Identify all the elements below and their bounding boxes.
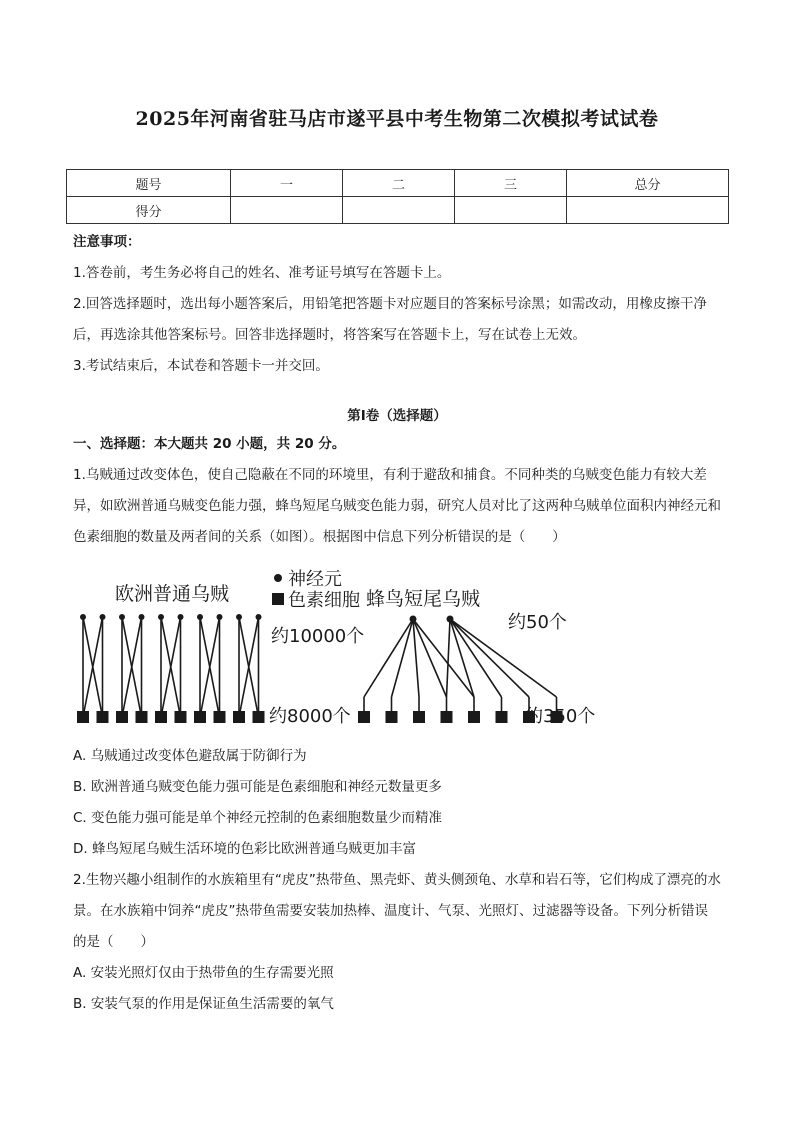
pigment-cell [155,711,167,723]
score-header-cell: 二 [343,170,455,197]
pigment-cell [97,711,109,723]
score-cell [343,197,455,224]
option: B. 欧洲普通乌贼变色能力强可能是色素细胞和神经元数量更多 [73,779,442,795]
pigment-legend-icon [272,593,284,605]
pigment-cell [233,711,245,723]
score-table [66,169,729,224]
notice-item: 2.回答选择题时，选出每小题答案后，用铅笔把答题卡对应题目的答案标号涂黑；如需改动，用橡皮擦干净后，再选涂其他答案标号。回答非选择题时，将答案写在答题卡上，写在试卷上无效。 [73,296,707,343]
connection-line [392,619,414,697]
neuron-dot [100,614,106,620]
connection-line [450,619,502,697]
exam-title: 2025年河南省驻马店市遂平县中考生物第二次模拟考试试卷 [135,108,659,130]
pigment-cell [386,711,398,723]
score-cell [455,197,567,224]
neuron-dot [139,614,145,620]
notice-heading: 注意事项： [73,234,141,250]
pigment-cell [214,711,226,723]
left-neuron-count: 约10000个 [271,626,365,647]
right-pigment-count: 约350个 [525,706,596,727]
pigment-cell [253,711,265,723]
neuron-dot [217,614,223,620]
score-header-cell: 总分 [567,170,729,197]
pigment-cell [136,711,148,723]
option: D. 蜂鸟短尾乌贼生活环境的色彩比欧洲普通乌贼更加丰富 [73,841,416,857]
option: A. 安装光照灯仅由于热带鱼的生存需要光照 [73,965,334,981]
pigment-cell [175,711,187,723]
left-species-label: 欧洲普通乌贼 [115,583,230,605]
neuron-dot [80,614,86,620]
left-connection-lines [83,617,259,717]
notice-item: 1.答卷前，考生务必将自己的姓名、准考证号填写在答题卡上。 [73,265,451,281]
pigment-cell [468,711,480,723]
pigment-cell [77,711,89,723]
neuron-dot [197,614,203,620]
pigment-cell [194,711,206,723]
pigment-legend-label: 色素细胞 [288,590,360,611]
score-table-header-row [67,170,729,197]
notice-item: 3.考试结束后，本试卷和答题卡一并交回。 [73,358,329,374]
pigment-cell [441,711,453,723]
score-header-cell: 三 [455,170,567,197]
part-heading: 一、选择题：本大题共 20 小题，共 20 分。 [73,436,346,452]
neuron-dot [119,614,125,620]
pigment-cell [358,711,370,723]
section-title: 第Ⅰ卷（选择题） [347,408,447,424]
score-header-cell: 题号 [67,170,231,197]
neuron-dot [447,616,454,623]
question-stem: 1.乌贼通过改变体色，使自己隐蔽在不同的环境里，有利于避敌和捕食。不同种类的乌贼变色能力有较大差异，如欧洲普通乌贼变色能力强，蜂鸟短尾乌贼变色能力弱，研究人员对比了这两种乌贼单位面积内神经元和色素细胞的数量及两者间的关系（如图）。根据图中信息下列分析错误的是（ ） [73,467,721,545]
score-row-label: 得分 [67,197,231,224]
score-header-cell: 一 [231,170,343,197]
neuron-dot [158,614,164,620]
squid-neuron-figure [73,562,613,732]
option: B. 安装气泵的作用是保证鱼生活需要的氧气 [73,996,334,1012]
right-neuron-count: 约50个 [508,612,567,633]
connection-line [447,619,451,697]
score-cell [567,197,729,224]
option: C. 变色能力强可能是单个神经元控制的色素细胞数量少而精准 [73,810,443,826]
score-cell [231,197,343,224]
pigment-cell [496,711,508,723]
question-stem: 2.生物兴趣小组制作的水族箱里有“虎皮”热带鱼、黑壳虾、黄头侧颈龟、水草和岩石等，它们构成了漂亮的水景。在水族箱中饲养“虎皮”热带鱼需要安装加热棒、温度计、气泵、光照灯、过滤器等设备。下列分析错误的是（ ） [73,872,721,950]
neuron-dot [410,616,417,623]
option: A. 乌贼通过改变体色避敌属于防御行为 [73,748,307,764]
connection-line [364,619,413,697]
pigment-cell [413,711,425,723]
neuron-legend-label: 神经元 [288,569,342,590]
neuron-dot [178,614,184,620]
neuron-dot [236,614,242,620]
neuron-legend-icon [274,574,282,582]
neuron-dot [256,614,262,620]
pigment-cell [116,711,128,723]
score-table-score-row [67,197,729,224]
right-species-label: 蜂鸟短尾乌贼 [366,588,481,610]
left-pigment-count: 约8000个 [269,706,351,727]
